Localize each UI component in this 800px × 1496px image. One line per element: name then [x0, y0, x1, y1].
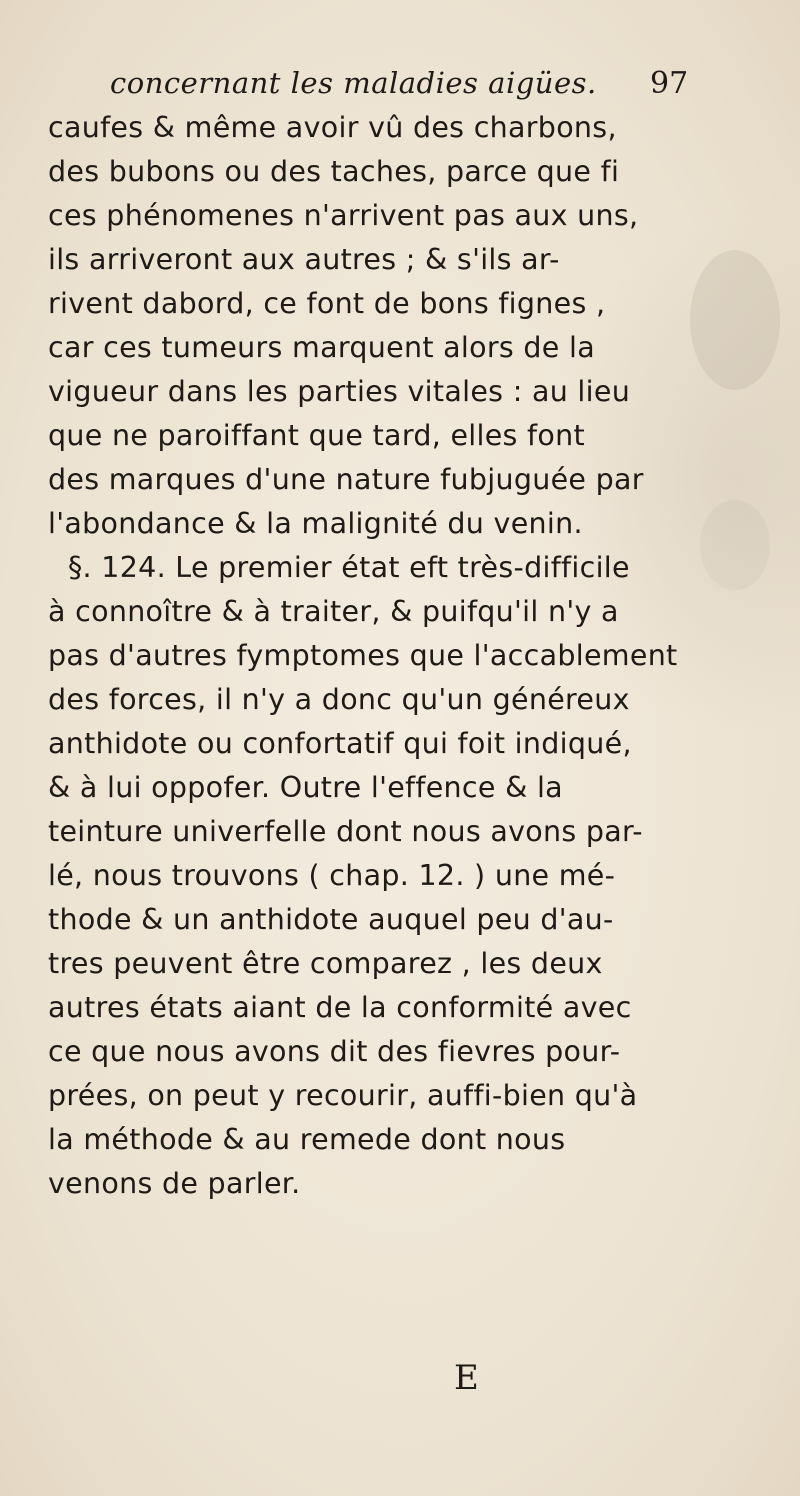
text-line: tres peuvent être comparez , les deux [48, 947, 603, 980]
text-line: ces phénomenes n'arrivent pas aux uns, [48, 199, 639, 232]
running-head-title: concernant les maladies aigües. [110, 66, 597, 100]
text-line: à connoître & à traiter, & puifqu'il n'y a [48, 595, 619, 628]
text-line: que ne paroiffant que tard, elles font [48, 419, 585, 452]
text-line: prées, on peut y recourir, auffi-bien qu'à [48, 1079, 638, 1112]
text-line: venons de parler. [48, 1167, 301, 1200]
page-number: 97 [650, 66, 689, 101]
text-line: caufes & même avoir vû des charbons, [48, 111, 617, 144]
text-line: anthidote ou confortatif qui foit indiqué, [48, 727, 632, 760]
text-line: car ces tumeurs marquent alors de la [48, 331, 595, 364]
text-line: l'abondance & la malignité du venin. [48, 507, 583, 540]
text-line: pas d'autres fymptomes que l'accablement [48, 639, 678, 672]
text-line: vigueur dans les parties vitales : au lieu [48, 375, 631, 408]
text-line: lé, nous trouvons ( chap. 12. ) une mé- [48, 859, 616, 892]
text-line: des marques d'une nature fubjuguée par [48, 463, 644, 496]
text-line: des bubons ou des taches, parce que fi [48, 155, 620, 188]
text-line: des forces, il n'y a donc qu'un généreux [48, 683, 630, 716]
text-line: la méthode & au remede dont nous [48, 1123, 566, 1156]
paragraph-start-line: §. 124. Le premier état eft très-difficile [68, 551, 630, 584]
running-head [0, 66, 800, 106]
signature-mark: E [454, 1358, 479, 1398]
text-line: autres états aiant de la conformité avec [48, 991, 632, 1024]
text-line: teinture univerfelle dont nous avons par- [48, 815, 643, 848]
text-line: rivent dabord, ce font de bons fignes , [48, 287, 606, 320]
text-line: & à lui oppofer. Outre l'effence & la [48, 771, 563, 804]
text-line: ce que nous avons dit des fievres pour- [48, 1035, 621, 1068]
foxing-stain [700, 500, 770, 590]
text-line: ils arriveront aux autres ; & s'ils ar- [48, 243, 560, 276]
text-line: thode & un anthidote auquel peu d'au- [48, 903, 614, 936]
foxing-stain [690, 250, 780, 390]
